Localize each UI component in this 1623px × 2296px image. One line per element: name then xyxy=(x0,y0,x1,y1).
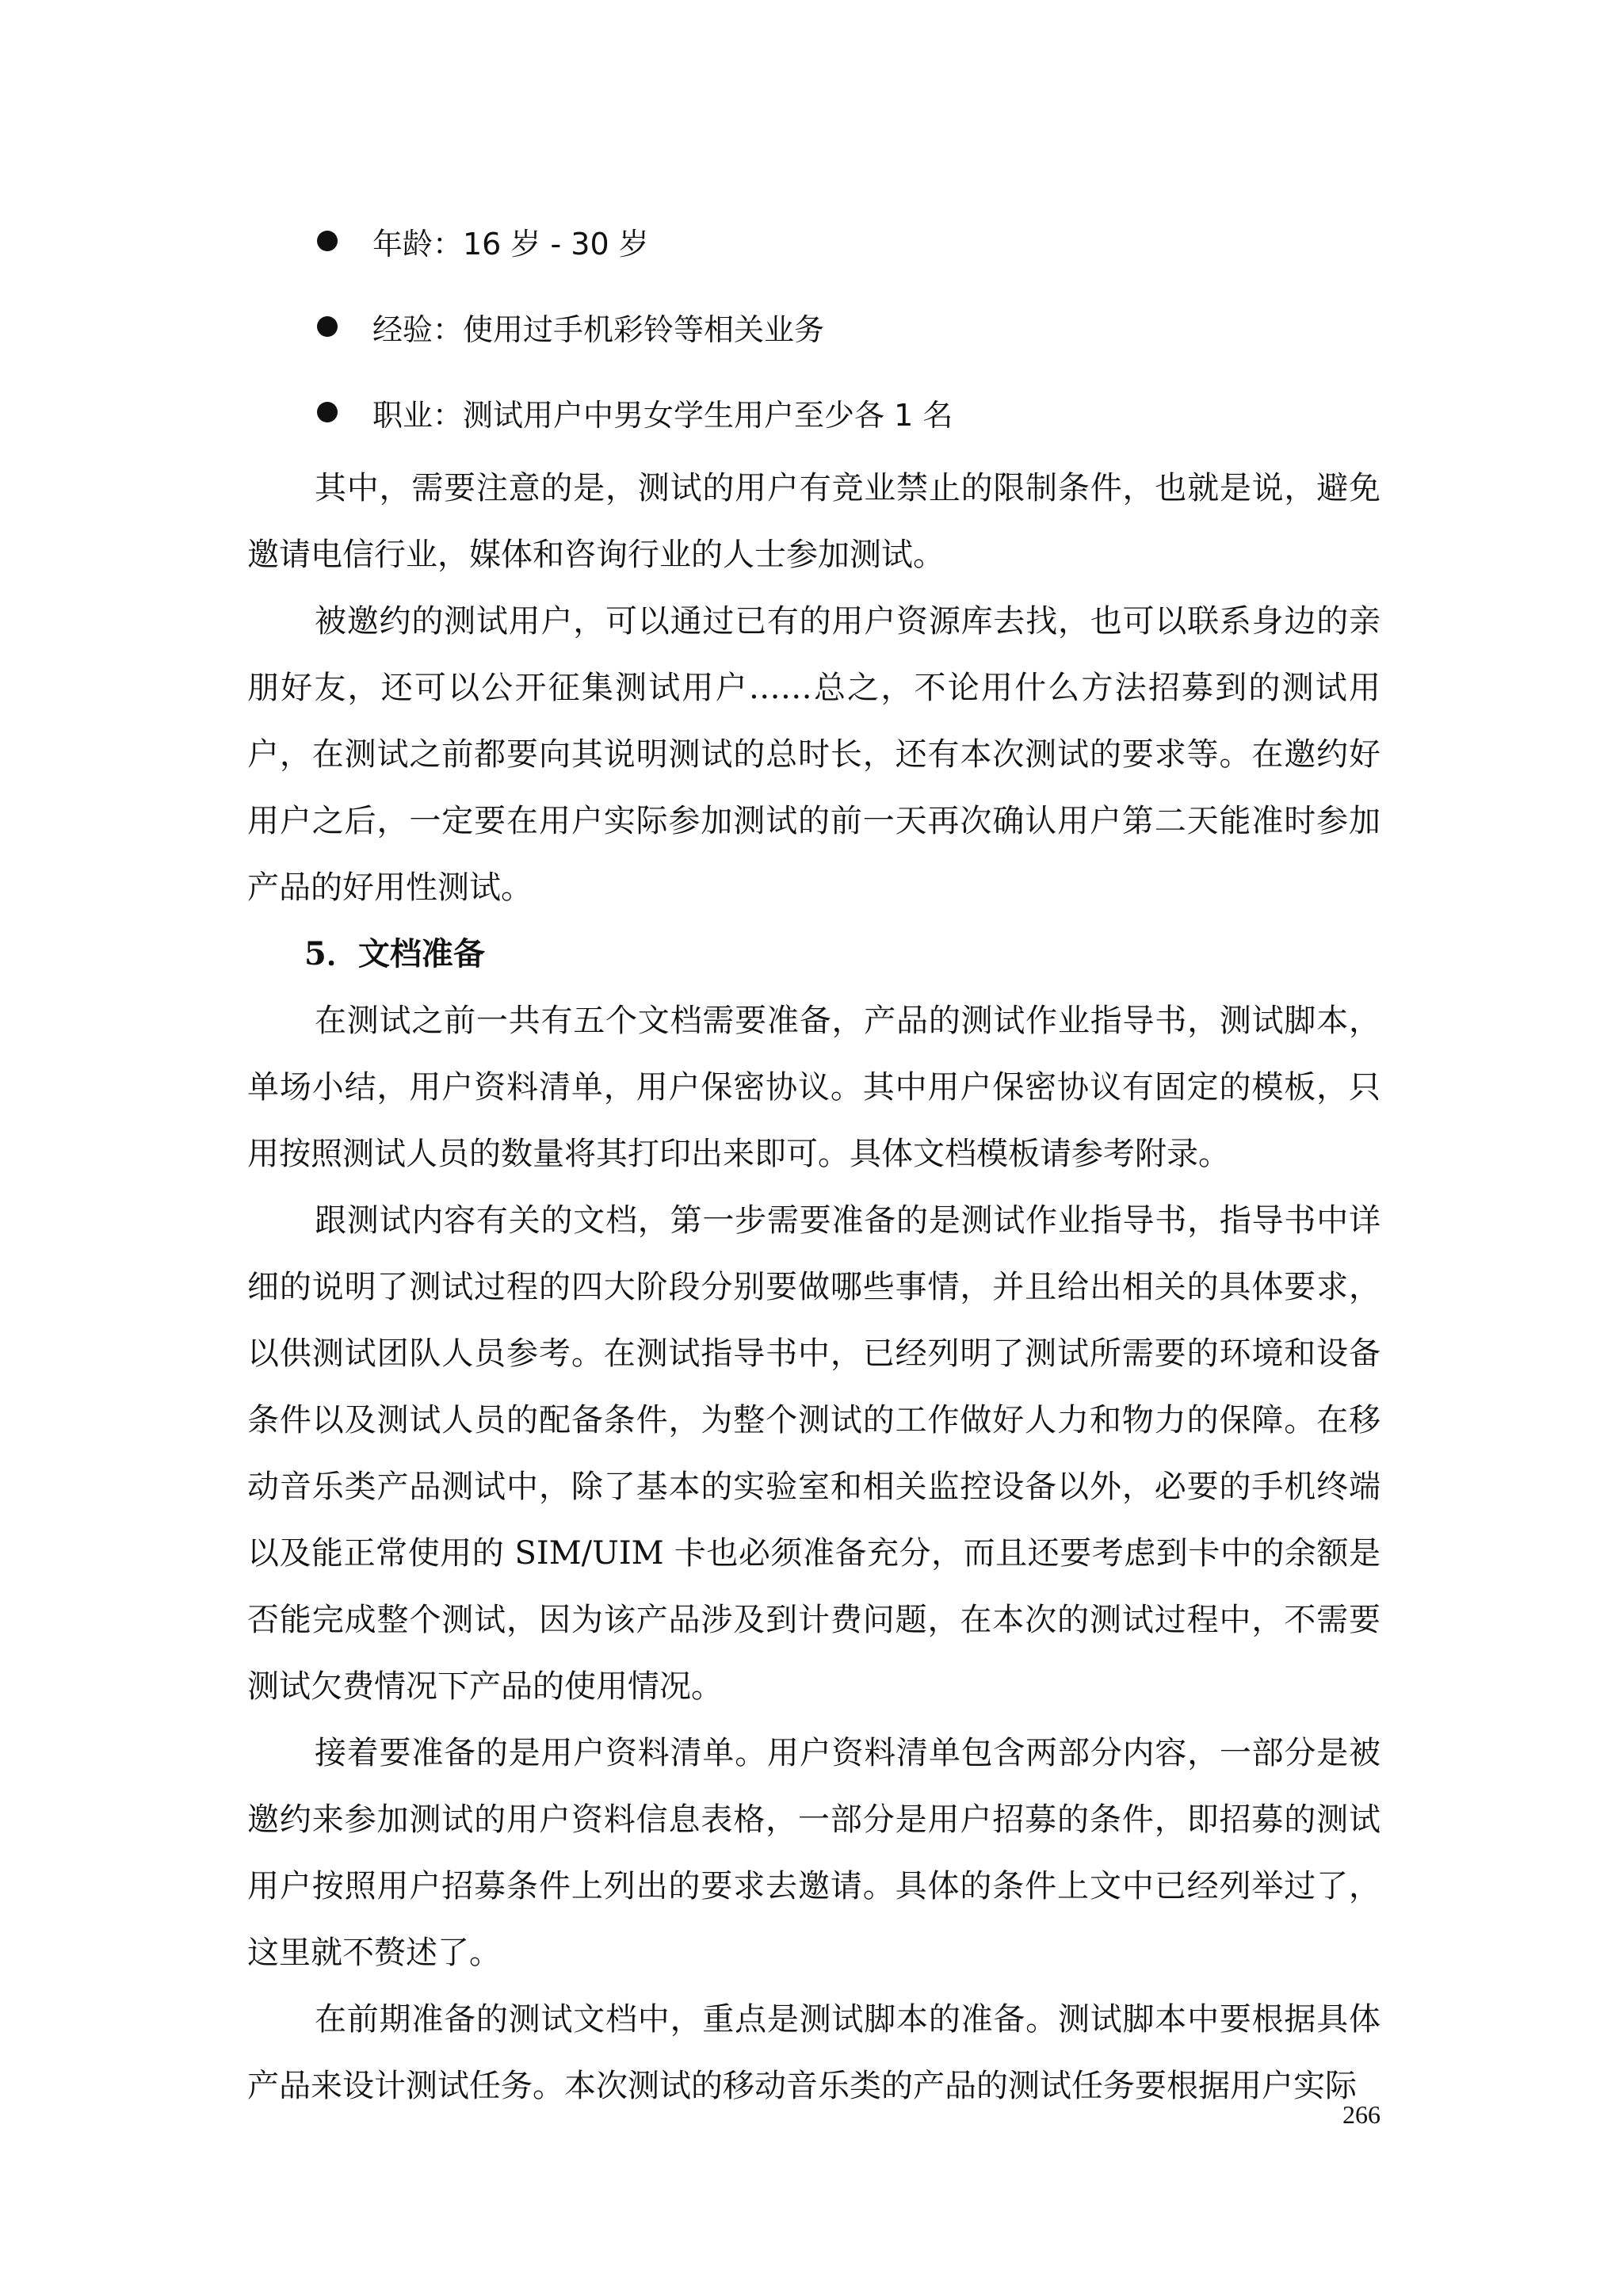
paragraph: 接着要准备的是用户资料清单。用户资料清单包含两部分内容，一部分是被邀约来参加测试的用户资料信息表格，一部分是用户招募的条件，即招募的测试用户按照用户招募条件上列出的要求去邀请。具体的条件上文中已经列举过了，这里就不赘述了。 xyxy=(247,1735,1381,1971)
paragraph: 跟测试内容有关的文档，第一步需要准备的是测试作业指导书，指导书中详细的说明了测试过程的四大阶段分别要做哪些事情，并且给出相关的具体要求，以供测试团队人员参考。在测试指导书中，已经列明了测试所需要的环境和设备条件以及测试人员的配备条件，为整个测试的工作做好人力和物力的保障。在移动音乐类产品测试中，除了基本的实验室和相关监控设备以外，必要的手机终端以及能正常使用的 SIM/UIM 卡也必须准备充分，而且还要考虑到卡中的余额是否能完成整个测试，因为该产品涉及到计费问题，在本次的测试过程中，不需要测试欠费情况下产品的使用情况。 xyxy=(247,1202,1381,1705)
bullet-text: 职业：测试用户中男女学生用户至少各 1 名 xyxy=(372,397,953,433)
bullet-item-occupation xyxy=(317,388,953,436)
section-heading: 5．文档准备 xyxy=(304,935,485,972)
bullet-dot-icon xyxy=(317,402,338,422)
bullet-text: 经验：使用过手机彩铃等相关业务 xyxy=(372,311,825,347)
paragraph: 在前期准备的测试文档中，重点是测试脚本的准备。测试脚本中要根据具体产品来设计测试任务。本次测试的移动音乐类的产品的测试任务要根据用户实际 xyxy=(247,2001,1381,2104)
bullet-dot-icon xyxy=(317,316,338,337)
page-number: 266 xyxy=(1342,2100,1381,2129)
bullet-dot-icon xyxy=(317,231,338,251)
paragraph: 其中，需要注意的是，测试的用户有竞业禁止的限制条件，也就是说，避免邀请电信行业，媒体和咨询行业的人士参加测试。 xyxy=(247,470,1381,573)
bullet-item-age xyxy=(317,217,649,265)
paragraph: 被邀约的测试用户，可以通过已有的用户资源库去找，也可以联系身边的亲朋好友，还可以公开征集测试用户……总之，不论用什么方法招募到的测试用户，在测试之前都要向其说明测试的总时长，还有本次测试的要求等。在邀约好用户之后，一定要在用户实际参加测试的前一天再次确认用户第二天能准时参加产品的好用性测试。 xyxy=(247,603,1381,906)
bullet-text: 年龄：16 岁 - 30 岁 xyxy=(372,226,649,262)
bullet-item-experience xyxy=(317,303,824,350)
body-text xyxy=(247,455,1381,2119)
paragraph: 在测试之前一共有五个文档需要准备，产品的测试作业指导书，测试脚本，单场小结，用户资料清单，用户保密协议。其中用户保密协议有固定的模板，只用按照测试人员的数量将其打印出来即可。具体文档模板请参考附录。 xyxy=(247,1003,1381,1172)
